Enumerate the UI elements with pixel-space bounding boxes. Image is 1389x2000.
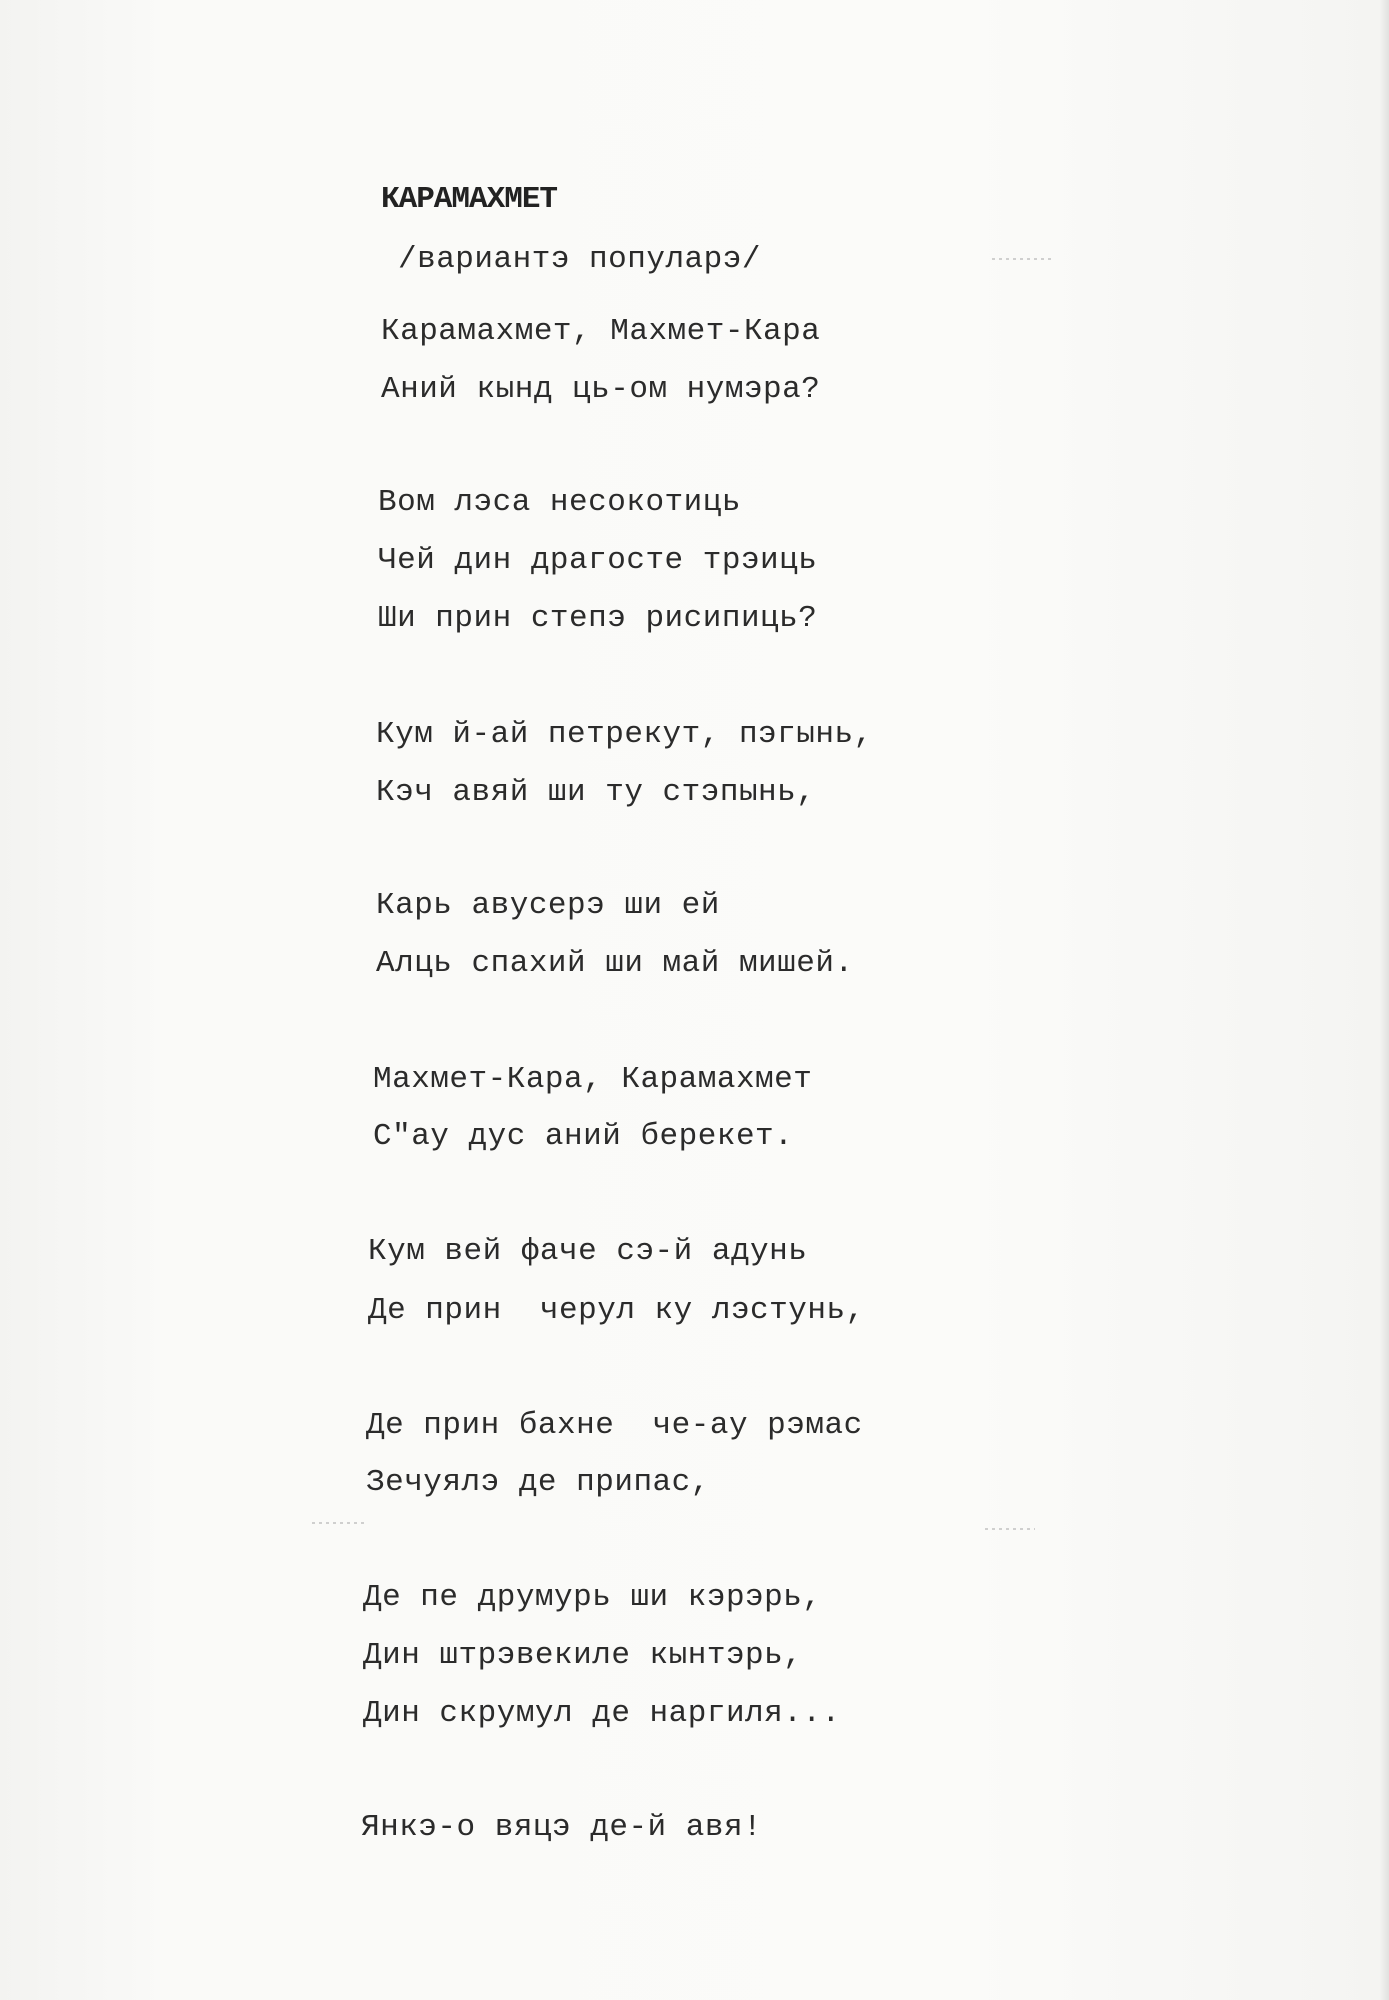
poem-line: Янкэ-о вяцэ де-й авя!: [361, 1810, 763, 1845]
poem-line: Кум й-ай петрекут, пэгынь,: [376, 717, 873, 752]
poem-line: Вом лэса несокотиць: [378, 485, 741, 520]
poem-line: Дин штрэвекиле кынтэрь,: [363, 1638, 803, 1673]
poem-line: Алць спахий ши май мишей.: [376, 946, 854, 981]
poem-line: Махмет-Кара, Карамахмет: [373, 1062, 813, 1097]
paper-speck: [312, 1522, 367, 1524]
poem-line: Карь авусерэ ши ей: [376, 888, 720, 923]
poem-line: Зечуялэ де припас,: [366, 1465, 710, 1500]
poem-title: КАРАМАХМЕТ: [381, 182, 558, 217]
poem-line: Де прин черул ку лэстунь,: [368, 1293, 865, 1328]
page-edge-shadow: [1379, 0, 1389, 2000]
poem-line: Кум вей фаче сэ-й адунь: [368, 1234, 808, 1269]
poem-line: Кэч авяй ши ту стэпынь,: [376, 775, 816, 810]
poem-line: Дин скрумул де наргиля...: [363, 1696, 841, 1731]
poem-line: Де прин бахне че-ау рэмас: [366, 1408, 863, 1443]
paper-speck: [992, 258, 1052, 260]
poem-subtitle: /вариантэ популарэ/: [398, 242, 761, 277]
poem-line: С"ау дус аний берекет.: [373, 1119, 794, 1154]
poem-line: Чей дин драгосте трэиць: [378, 543, 818, 578]
poem-line: Де пе друмурь ши кэрэрь,: [363, 1580, 822, 1615]
poem-line: Аний кынд ць-ом нумэра?: [381, 372, 821, 407]
poem-line: Ши прин степэ рисипиць?: [378, 601, 818, 636]
paper-speck: [985, 1528, 1035, 1530]
poem-line: Карамахмет, Махмет-Кара: [381, 314, 821, 349]
